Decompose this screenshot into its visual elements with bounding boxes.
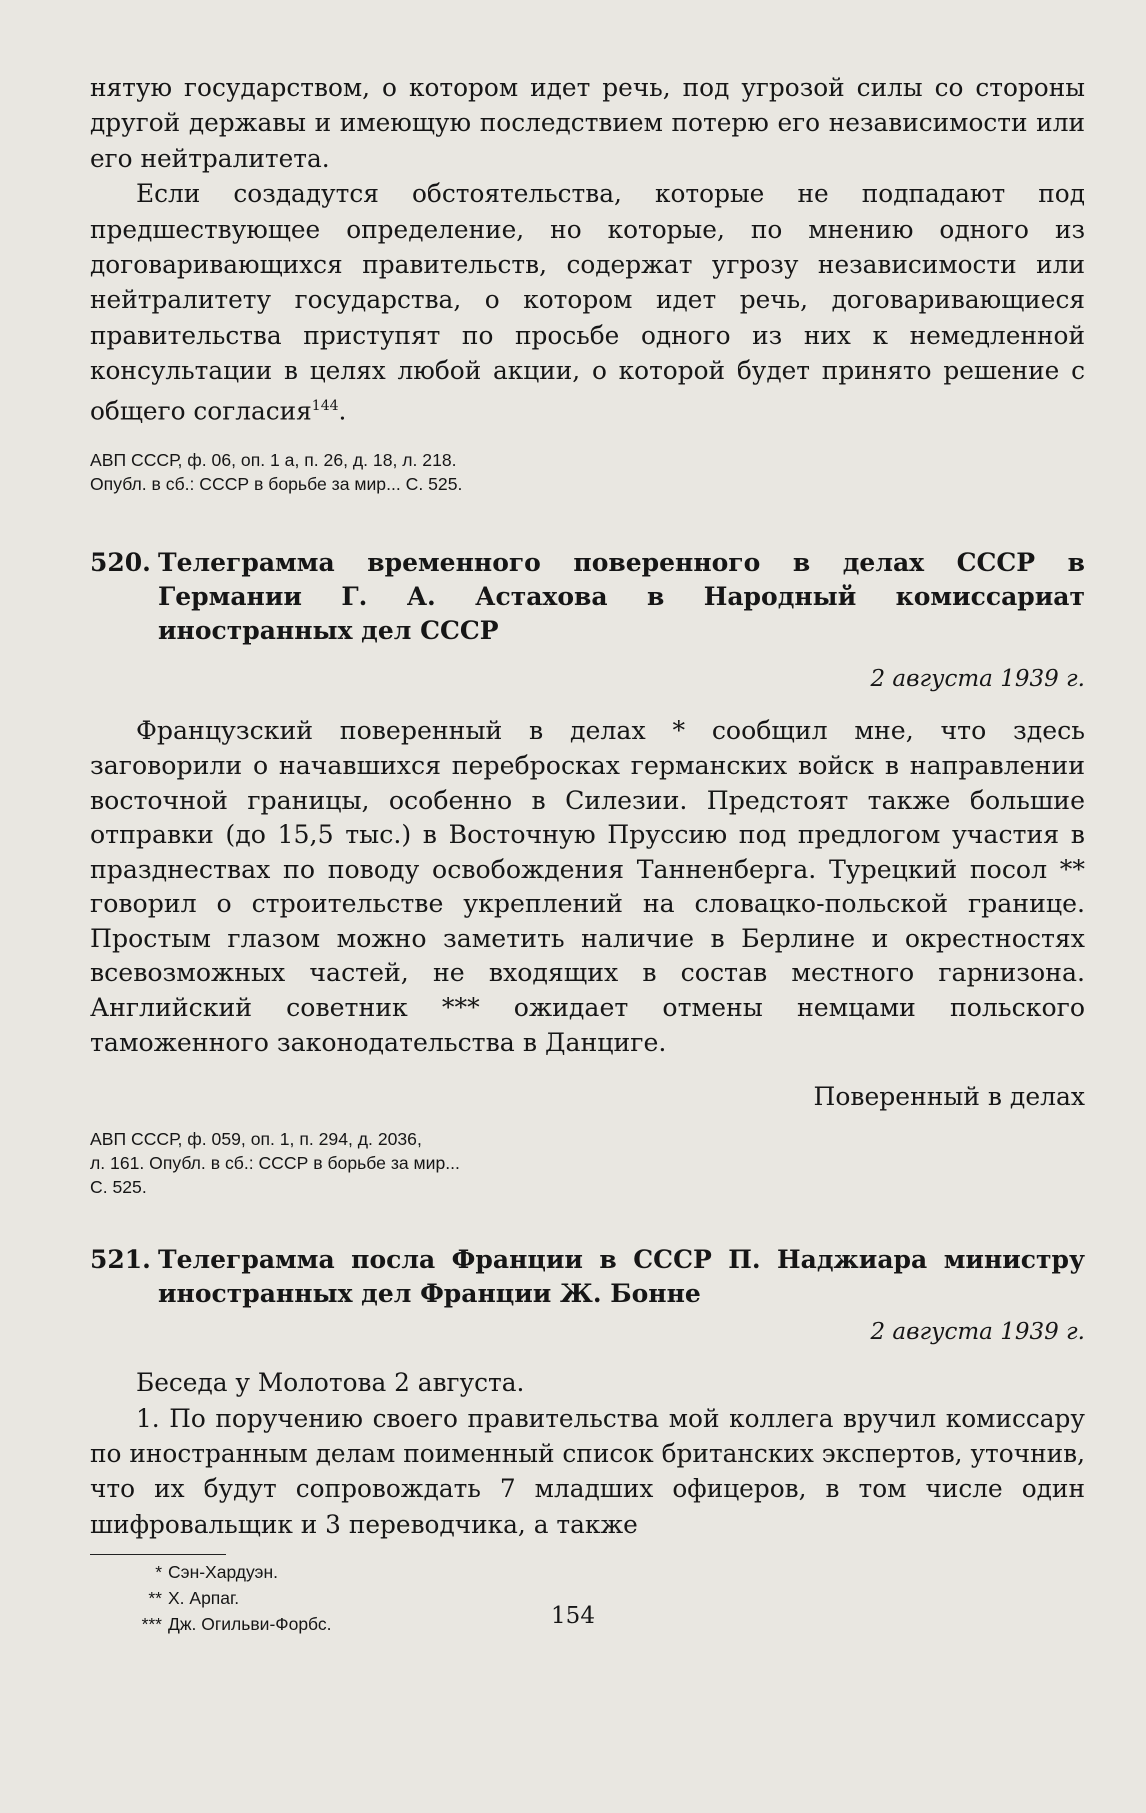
source-line-520-2: л. 161. Опубл. в сб.: СССР в борьбе за мир... bbox=[90, 1153, 460, 1174]
doc-521-date: 2 августа 1939 г. bbox=[870, 1319, 1085, 1346]
doc-520-signature: Поверенный в делах bbox=[813, 1082, 1085, 1112]
source-line-520-3: С. 525. bbox=[90, 1177, 147, 1198]
doc-520-title: Телеграмма временного поверенного в делах СССР в Германии Г. А. Астахова в Народный комиссариат иностранных дел СССР bbox=[158, 548, 1085, 646]
paragraph-end-mark: . bbox=[338, 395, 347, 425]
footnote-3-mark: *** bbox=[141, 1614, 162, 1635]
footnote-2-text: Х. Арпаг. bbox=[168, 1588, 240, 1609]
note-ref-144: 144 bbox=[311, 397, 339, 414]
doc-520-number: 520. bbox=[90, 548, 151, 578]
paragraph-consultation-text: Если создадутся обстоятельства, которые не подпадают под предшествующее определение, но которые, по мнению одного из договаривающихся правительств, содержат угрозу независимости или нейтралитету государства, о котором идет речь, договаривающиеся правительства приступят по просьбе одного из них к немедленной консультации в целях любой акции, о которой будет принято решение с общего согласия bbox=[90, 179, 1085, 425]
doc-521-title: Телеграмма посла Франции в СССР П. Наджиара министру иностранных дел Франции Ж. Бонне bbox=[158, 1245, 1085, 1309]
footnote-1-mark: * bbox=[155, 1562, 162, 1583]
source-line-519-2: Опубл. в сб.: СССР в борьбе за мир... С. 525. bbox=[90, 474, 463, 495]
paragraph-continuation: нятую государством, о котором идет речь, под угрозой силы со стороны другой державы и имеющую последствием потерю его независимости или его нейтралитета. bbox=[90, 73, 1085, 173]
paragraph-consultation bbox=[90, 176, 1085, 428]
footnote-1-text: Сэн-Хардуэн. bbox=[168, 1562, 279, 1583]
source-line-520-1: АВП СССР, ф. 059, оп. 1, п. 294, д. 2036, bbox=[90, 1129, 422, 1150]
doc-521-heading bbox=[90, 1243, 1085, 1311]
doc-521-body: 1. По поручению своего правительства мой коллега вручил комиссару по иностранным делам поименный список британских экспертов, уточнив, что их будут сопровождать 7 младших офицеров, в том числе один шифровальщик и 3 переводчика, а также bbox=[90, 1403, 1085, 1539]
source-line-519-1: АВП СССР, ф. 06, оп. 1 а, п. 26, д. 18, л. 218. bbox=[90, 450, 457, 471]
footnote-3-text: Дж. Огильви-Форбс. bbox=[168, 1614, 332, 1635]
doc-520-body: Французский поверенный в делах * сообщил мне, что здесь заговорили о начавшихся перебросках германских войск в направлении восточной границы, особенно в Силезии. Предстоят также большие отправки (до 15,5 тыс.) в Восточную Пруссию под предлогом участия в празднествах по поводу освобождения Танненберга. Турецкий посол ** говорил о строительстве укреплений на словацко-польской границе. Простым глазом можно заметить наличие в Берлине и окрестностях всевозможных частей, не входящих в состав местного гарнизона. Английский советник *** ожидает отмены немцами польского таможенного законодательства в Данциге. bbox=[90, 716, 1085, 1057]
doc-520-heading bbox=[90, 546, 1085, 648]
footnote-1 bbox=[90, 1559, 1085, 1585]
page-body bbox=[90, 70, 1085, 1637]
footnote-2-mark: ** bbox=[148, 1588, 162, 1609]
page-number: 154 bbox=[551, 1603, 595, 1629]
doc-521-number: 521. bbox=[90, 1245, 151, 1275]
doc-521-lead: Беседа у Молотова 2 августа. bbox=[136, 1368, 525, 1398]
doc-520-date: 2 августа 1939 г. bbox=[870, 666, 1085, 693]
